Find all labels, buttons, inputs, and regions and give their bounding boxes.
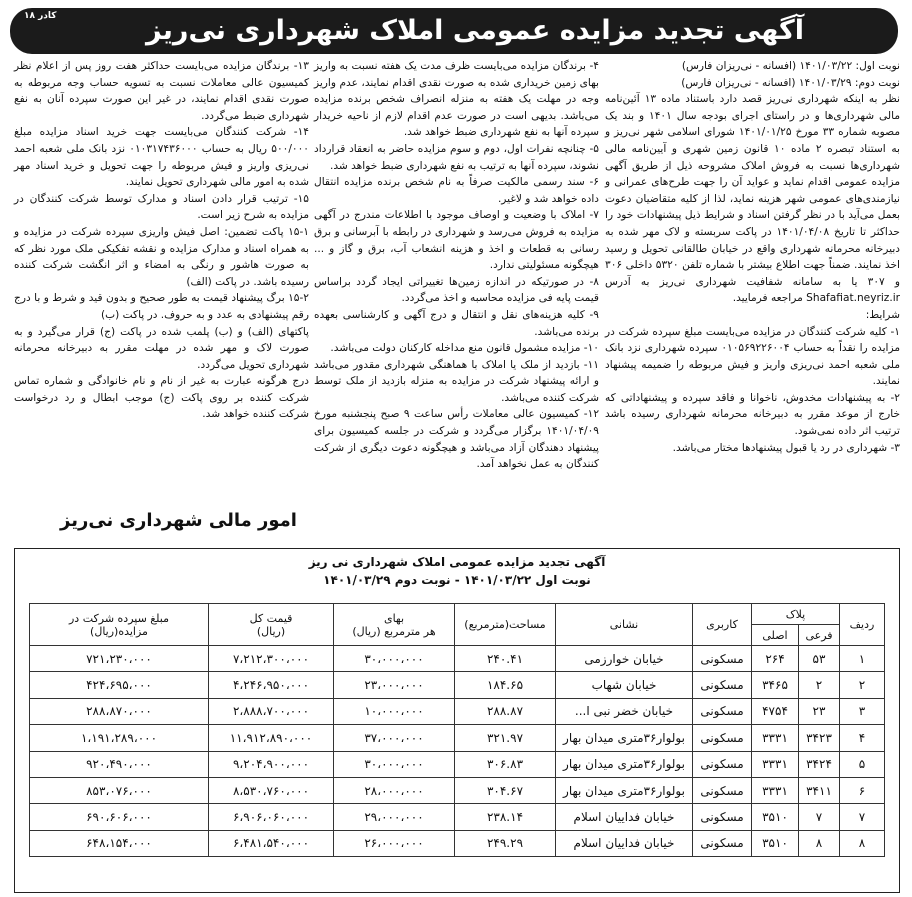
cell-plak-asli: ۲۶۴: [752, 646, 799, 672]
cell-plak-asli: ۳۴۶۵: [752, 672, 799, 698]
cell-price-per-meter: ۳۷،۰۰۰،۰۰۰: [334, 725, 455, 751]
cell-address: بولوار۳۶متری میدان بهار: [556, 751, 693, 777]
table-title: آگهی تجدید مزایده عمومی املاک شهرداری نی ریز: [308, 555, 606, 569]
header-asli: اصلی: [752, 625, 799, 646]
table-row: [30, 777, 885, 803]
cell-plak-asli: ۳۳۳۱: [752, 777, 799, 803]
cell-price-per-meter: ۲۶،۰۰۰،۰۰۰: [334, 830, 455, 856]
cell-usage: مسکونی: [693, 672, 752, 698]
cell-price-per-meter: ۲۹،۰۰۰،۰۰۰: [334, 804, 455, 830]
cell-address: خیابان خوارزمی: [556, 646, 693, 672]
cell-total-price: ۴،۲۴۶،۹۵۰،۰۰۰: [209, 672, 334, 698]
middle-column-paragraph: ۸- در صورتیکه در اندازه زمین‌ها تغییراتی ایجاد گردد براساس قیمت پایه فی مزایده محاسبه و اخذ می‌گردد.: [314, 275, 599, 305]
cell-plak-fari: ۵۳: [799, 646, 840, 672]
cell-plak-fari: ۳۴۱۱: [799, 777, 840, 803]
middle-column-paragraph: ۵- چنانچه نفرات اول، دوم و سوم مزایده حاضر به انعقاد قرارداد نشوند، سپرده آنها به ترتیب به نفع شهرداری ضبط خواهد شد.: [314, 142, 599, 172]
cell-usage: مسکونی: [693, 830, 752, 856]
issue-code: ۱۸ کادر: [24, 11, 57, 21]
cell-plak-fari: ۲۳: [799, 698, 840, 724]
cell-total-price: ۶،۹۰۶،۰۶۰،۰۰۰: [209, 804, 334, 830]
right-column-paragraph: نظر به اینکه شهرداری نی‌ریز قصد دارد باستناد ماده ۱۳ آئین‌نامه مالی شهرداری‌ها و در راستای اجرای بودجه سال ۱۴۰۱ و بند یک مصوبه شماره ۳۳ مورخ ۱۴۰۱/۰۱/۲۵ شورای اسلامی شهر نی‌ریز و به استناد تبصره ۲ ماده ۱۰ قانون زمین شهری و آیین‌نامه مالی شهرداری‌ها نسبت به فروش املاک مشروحه ذیل از طریق آگهی مزایده عمومی اقدام نماید و عواید آن را جهت طرح‌های عمرانی و نیازمندی‌های عمومی شهر هزینه نماید، لذا از کلیه متقاضیان دعوت بعمل می‌آید با در نظر گرفتن اسناد و شرایط ذیل پیشنهادات خود را حداکثر تا تاریخ ۱۴۰۱/۰۴/۰۸ در پاکت سربسته و لاک مهر شده به دبیرخانه محرمانه شهرداری واقع در خیابان طالقانی تحویل و رسید اخذ نمایند. ضمناً جهت اطلاع بیشتر با شماره تلفن ۵۳۲۰ داخلی ۳۰۶ و ۳۰۷ یا به سامانه شفافیت شهرداری نی‌ریز به آدرس Shafafiat.neyriz.ir مراجعه فرمایید.: [605, 93, 901, 305]
cell-area: ۲۴۰.۴۱: [455, 646, 556, 672]
middle-column-paragraph: ۹- کلیه هزینه‌های نقل و انتقال و درج آگهی و کارشناسی بعهده برنده می‌باشد.: [314, 308, 599, 338]
cell-usage: مسکونی: [693, 698, 752, 724]
cell-total-price: ۶،۴۸۱،۵۴۰،۰۰۰: [209, 830, 334, 856]
cell-total-price: ۹،۲۰۴،۹۰۰،۰۰۰: [209, 751, 334, 777]
cell-plak-asli: ۳۳۳۱: [752, 751, 799, 777]
cell-row-no: ۴: [840, 725, 885, 751]
cell-total-price: ۱۱،۹۱۲،۸۹۰،۰۰۰: [209, 725, 334, 751]
cell-price-per-meter: ۲۸،۰۰۰،۰۰۰: [334, 777, 455, 803]
column-right: [605, 58, 900, 456]
header-row-no: ردیف: [840, 604, 885, 646]
left-column-paragraph: ۱۵-۱ پاکت تضمین: اصل فیش واریزی سپرده شرکت در مزایده و به همراه اسناد و مدارک مزایده و نقشه تفکیکی ملک مورد نظر که به صورت هاشور و رنگی به امضاء و اثر انگشت شرکت کننده رسیده باشد. در پاکت (الف): [14, 225, 309, 288]
table-row: [30, 646, 885, 672]
cell-area: ۲۸۸.۸۷: [455, 698, 556, 724]
ad-title: آگهی تجدید مزایده عمومی املاک شهرداری نی‌ریز: [146, 15, 804, 46]
header-fari: فرعی: [799, 625, 840, 646]
table-row: [30, 830, 885, 856]
cell-deposit: ۱،۱۹۱،۲۸۹،۰۰۰: [30, 725, 209, 751]
cell-deposit: ۶۴۸،۱۵۴،۰۰۰: [30, 830, 209, 856]
header-usage: کاربری: [693, 604, 752, 646]
middle-column-paragraph: ۱۲- کمیسیون عالی معاملات رأس ساعت ۹ صبح پنجشنبه مورخ ۱۴۰۱/۰۴/۰۹ برگزار می‌گردد و شرکت در جلسه کمیسیون برای پیشنهاد دهندگان آزاد می‌باشد و هیچگونه دعوت دیگری از شرکت کنندگان به عمل نخواهد آمد.: [314, 408, 600, 471]
cell-plak-fari: ۷: [799, 804, 840, 830]
right-column-paragraph: ۲- به پیشنهادات مخدوش، ناخوانا و فاقد سپرده و پیشنهاداتی که خارج از موعد مقرر به دبیرخانه محرمانه شهرداری رسیده باشد ترتیب اثر داده نمی‌شود.: [605, 391, 900, 438]
cell-row-no: ۶: [840, 777, 885, 803]
cell-deposit: ۴۲۴،۶۹۵،۰۰۰: [30, 672, 209, 698]
cell-price-per-meter: ۲۳،۰۰۰،۰۰۰: [334, 672, 455, 698]
cell-area: ۳۰۴.۶۷: [455, 777, 556, 803]
header-price-per-meter: بهای هر مترمربع (ریال): [334, 604, 455, 646]
left-column-paragraph: درج هرگونه عبارت به غیر از نام و نام خانوادگی و شماره تماس شرکت کننده بر روی پاکت (ج) موجب ابطال و رد درخواست شرکت کننده خواهد شد.: [14, 375, 309, 421]
cell-plak-asli: ۳۳۳۱: [752, 725, 799, 751]
cell-area: ۳۰۶.۸۳: [455, 751, 556, 777]
left-column-paragraph: پاکتهای (الف) و (ب) پلمب شده در پاکت (ج) قرار می‌گیرد و به صورت لاک و مهر شده در مهلت مقرر به دبیرخانه محرمانه شهرداری تحویل می‌گردد.: [14, 325, 309, 371]
right-column-paragraph: ۳- شهرداری در رد یا قبول پیشنهادها مختار می‌باشد.: [672, 441, 900, 454]
cell-usage: مسکونی: [693, 804, 752, 830]
signature: امور مالی شهرداری نی‌ریز: [60, 510, 297, 531]
cell-plak-asli: ۳۵۱۰: [752, 830, 799, 856]
cell-deposit: ۲۸۸،۸۷۰،۰۰۰: [30, 698, 209, 724]
auction-table: [29, 603, 885, 857]
header-area: مساحت(مترمربع): [455, 604, 556, 646]
column-left: [14, 58, 309, 423]
cell-total-price: ۲،۸۸۸،۷۰۰،۰۰۰: [209, 698, 334, 724]
cell-address: بولوار۳۶متری میدان بهار: [556, 725, 693, 751]
right-column-paragraph: شرایط:: [865, 308, 900, 321]
cell-plak-asli: ۳۵۱۰: [752, 804, 799, 830]
table-subtitle: نوبت اول ۱۴۰۱/۰۳/۲۲ - نوبت دوم ۱۴۰۱/۰۳/۲۹: [323, 573, 591, 587]
cell-row-no: ۵: [840, 751, 885, 777]
table-row: [30, 751, 885, 777]
left-column-paragraph: ۱۳- برندگان مزایده می‌بایست حداکثر هفت روز پس از اعلام نظر کمیسیون عالی معاملات نسبت به تسویه حساب وجه مربوطه به صورت نقدی اقدام نمایند، در غیر این صورت سپرده آنان به نفع شهرداری ضبط می‌گردد.: [14, 60, 309, 122]
cell-area: ۲۳۸.۱۴: [455, 804, 556, 830]
cell-area: ۳۲۱.۹۷: [455, 725, 556, 751]
middle-column-paragraph: ۶- سند رسمی مالکیت صرفاً به نام شخص برنده مزایده انتقال داده خواهد شد و لاغیر.: [314, 176, 599, 205]
cell-usage: مسکونی: [693, 751, 752, 777]
cell-area: ۲۴۹.۲۹: [455, 830, 556, 856]
header-deposit: مبلغ سپرده شرکت در مزایده(ریال): [30, 604, 209, 646]
middle-column-paragraph: ۴- برندگان مزایده می‌بایست ظرف مدت یک هفته نسبت به واریز بهای زمین خریداری شده به صورت نقدی اقدام نمایند، عدم واریز وجه در مهلت یک هفته به منزله انصراف شخص برنده مزایده می‌باشد. بدیهی است در صورت عدم اقدام لازم از ناحیه خریدار سپرده آنها به نفع شهرداری ضبط خواهد شد.: [314, 60, 599, 139]
cell-address: خیابان خضر نبی ا...: [556, 698, 693, 724]
table-body: [30, 646, 885, 857]
cell-plak-fari: ۲: [799, 672, 840, 698]
cell-total-price: ۷،۲۱۲،۳۰۰،۰۰۰: [209, 646, 334, 672]
header-total-price: قیمت کل (ریال): [209, 604, 334, 646]
cell-usage: مسکونی: [693, 777, 752, 803]
cell-address: خیابان فداییان اسلام: [556, 830, 693, 856]
cell-deposit: ۹۲۰،۴۹۰،۰۰۰: [30, 751, 209, 777]
middle-column-paragraph: ۱۰- مزایده مشمول قانون منع مداخله کارکنان دولت می‌باشد.: [330, 342, 599, 355]
table-row: [30, 804, 885, 830]
table-row: [30, 698, 885, 724]
cell-row-no: ۸: [840, 830, 885, 856]
cell-price-per-meter: ۱۰،۰۰۰،۰۰۰: [334, 698, 455, 724]
cell-usage: مسکونی: [693, 646, 752, 672]
cell-area: ۱۸۴.۶۵: [455, 672, 556, 698]
table-row: [30, 725, 885, 751]
cell-row-no: ۱: [840, 646, 885, 672]
cell-plak-fari: ۳۴۲۳: [799, 725, 840, 751]
cell-row-no: ۳: [840, 698, 885, 724]
cell-deposit: ۷۲۱،۲۳۰،۰۰۰: [30, 646, 209, 672]
cell-address: خیابان شهاب: [556, 672, 693, 698]
table-row: [30, 672, 885, 698]
ad-header: [10, 8, 898, 54]
cell-address: بولوار۳۶متری میدان بهار: [556, 777, 693, 803]
right-column-paragraph: ۱- کلیه شرکت کنندگان در مزایده می‌بایست مبلغ سپرده شرکت در مزایده را نقداً به حساب ۰۱۰۵۶۹۲۲۶۰۰۴ سپرده شهرداری نزد بانک ملی شعبه احمد نی‌ریزی واریز و فیش مربوطه را ضمیمه پیشنهاد نمایند.: [605, 325, 901, 388]
cell-plak-fari: ۸: [799, 830, 840, 856]
header-address: نشانی: [556, 604, 693, 646]
cell-deposit: ۶۹۰،۶۰۶،۰۰۰: [30, 804, 209, 830]
header-plak: پلاک: [752, 604, 840, 625]
cell-row-no: ۲: [840, 672, 885, 698]
auction-table-box: [14, 548, 900, 893]
cell-row-no: ۷: [840, 804, 885, 830]
cell-price-per-meter: ۳۰،۰۰۰،۰۰۰: [334, 751, 455, 777]
cell-plak-asli: ۴۷۵۴: [752, 698, 799, 724]
cell-price-per-meter: ۳۰،۰۰۰،۰۰۰: [334, 646, 455, 672]
middle-column-paragraph: ۱۱- بازدید از ملک یا املاک با هماهنگی شهرداری مقدور می‌باشد و ارائه پیشنهاد شرکت در مزایده به منزله بازدید از ملک توسط شرکت کننده می‌باشد.: [314, 358, 599, 404]
left-column-paragraph: ۱۵-۲ برگ پیشنهاد قیمت به طور صحیح و بدون قید و شرط و با درج رقم پیشنهادی به عدد و به حروف. در پاکت (ب): [14, 292, 309, 321]
right-column-paragraph: نوبت اول: ۱۴۰۱/۰۳/۲۲ (افسانه - نی‌ریزان فارس): [681, 60, 900, 72]
column-middle: [314, 58, 599, 473]
cell-total-price: ۸،۵۳۰،۷۶۰،۰۰۰: [209, 777, 334, 803]
left-column-paragraph: ۱۴- شرکت کنندگان می‌بایست جهت خرید اسناد مزایده مبلغ ۵۰۰/۰۰۰ ریال به حساب ۰۱۰۳۱۷۴۳۶۰۰۰ نزد بانک ملی شعبه احمد نی‌ریزی واریز و فیش مربوطه را جهت تحویل و خرید اسناد مهر شده به امور مالی شهرداری تحویل نمایند.: [14, 126, 309, 189]
cell-deposit: ۸۵۳،۰۷۶،۰۰۰: [30, 777, 209, 803]
cell-usage: مسکونی: [693, 725, 752, 751]
cell-address: خیابان فداییان اسلام: [556, 804, 693, 830]
right-column-paragraph: نوبت دوم: ۱۴۰۱/۰۳/۲۹ (افسانه - نی‌ریزان فارس): [681, 76, 900, 89]
left-column-paragraph: ۱۵- ترتیب قرار دادن اسناد و مدارک توسط شرکت کنندگان در مزایده به شرح زیر است.: [14, 192, 309, 222]
cell-plak-fari: ۳۴۲۴: [799, 751, 840, 777]
middle-column-paragraph: ۷- املاک با وضعیت و اوصاف موجود با اطلاعات مندرج در آگهی مزایده به فروش می‌رسد و شهرداری در رابطه با آبرسانی و برق رسانی به قطعات و اخذ و هزینه انشعاب آب، برق و گاز و ... هیچگونه مسئولیتی ندارد.: [314, 209, 599, 272]
